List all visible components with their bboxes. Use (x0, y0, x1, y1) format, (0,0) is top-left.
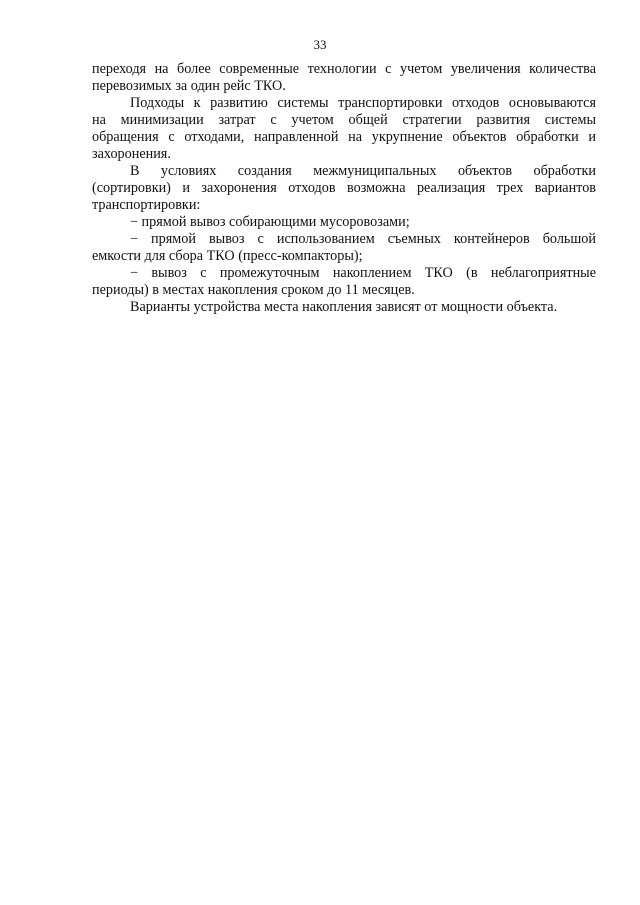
paragraph-line: Варианты устройства места накопления зависят от мощности объекта. (130, 299, 558, 315)
paragraph-2 (92, 95, 596, 163)
paragraph-line: Подходы к развитию системы транспортировки отходов основываются (130, 95, 596, 111)
paragraph-line: емкости для сбора ТКО (пресс-компакторы); (92, 248, 363, 264)
paragraph-line: − прямой вывоз собирающими мусоровозами; (130, 214, 410, 230)
list-item-3 (92, 265, 596, 299)
list-item-1 (92, 214, 596, 231)
paragraph-line: − прямой вывоз с использованием съемных контейнеров большой (130, 231, 596, 247)
paragraph-1 (92, 61, 596, 95)
document-body (92, 61, 596, 316)
paragraph-line: транспортировки: (92, 197, 201, 213)
paragraph-final (92, 299, 596, 316)
paragraph-line: переходя на более современные технологии с учетом увеличения количества (92, 61, 596, 77)
paragraph-3 (92, 163, 596, 214)
paragraph-line: В условиях создания межмуниципальных объектов обработки (130, 163, 596, 179)
page-number: 33 (313, 37, 327, 52)
paragraph-line: перевозимых за один рейс ТКО. (92, 78, 286, 94)
list-item-2 (92, 231, 596, 265)
paragraph-line: − вывоз с промежуточным накоплением ТКО (в неблагоприятные (130, 265, 596, 281)
paragraph-line: (сортировки) и захоронения отходов возможна реализация трех вариантов (92, 180, 596, 196)
paragraph-line: захоронения. (92, 146, 171, 162)
paragraph-line: на минимизации затрат с учетом общей стратегии развития системы (92, 112, 596, 128)
paragraph-line: обращения с отходами, направленной на укрупнение объектов обработки и (92, 129, 596, 145)
paragraph-line: периоды) в местах накопления сроком до 11 месяцев. (92, 282, 415, 298)
